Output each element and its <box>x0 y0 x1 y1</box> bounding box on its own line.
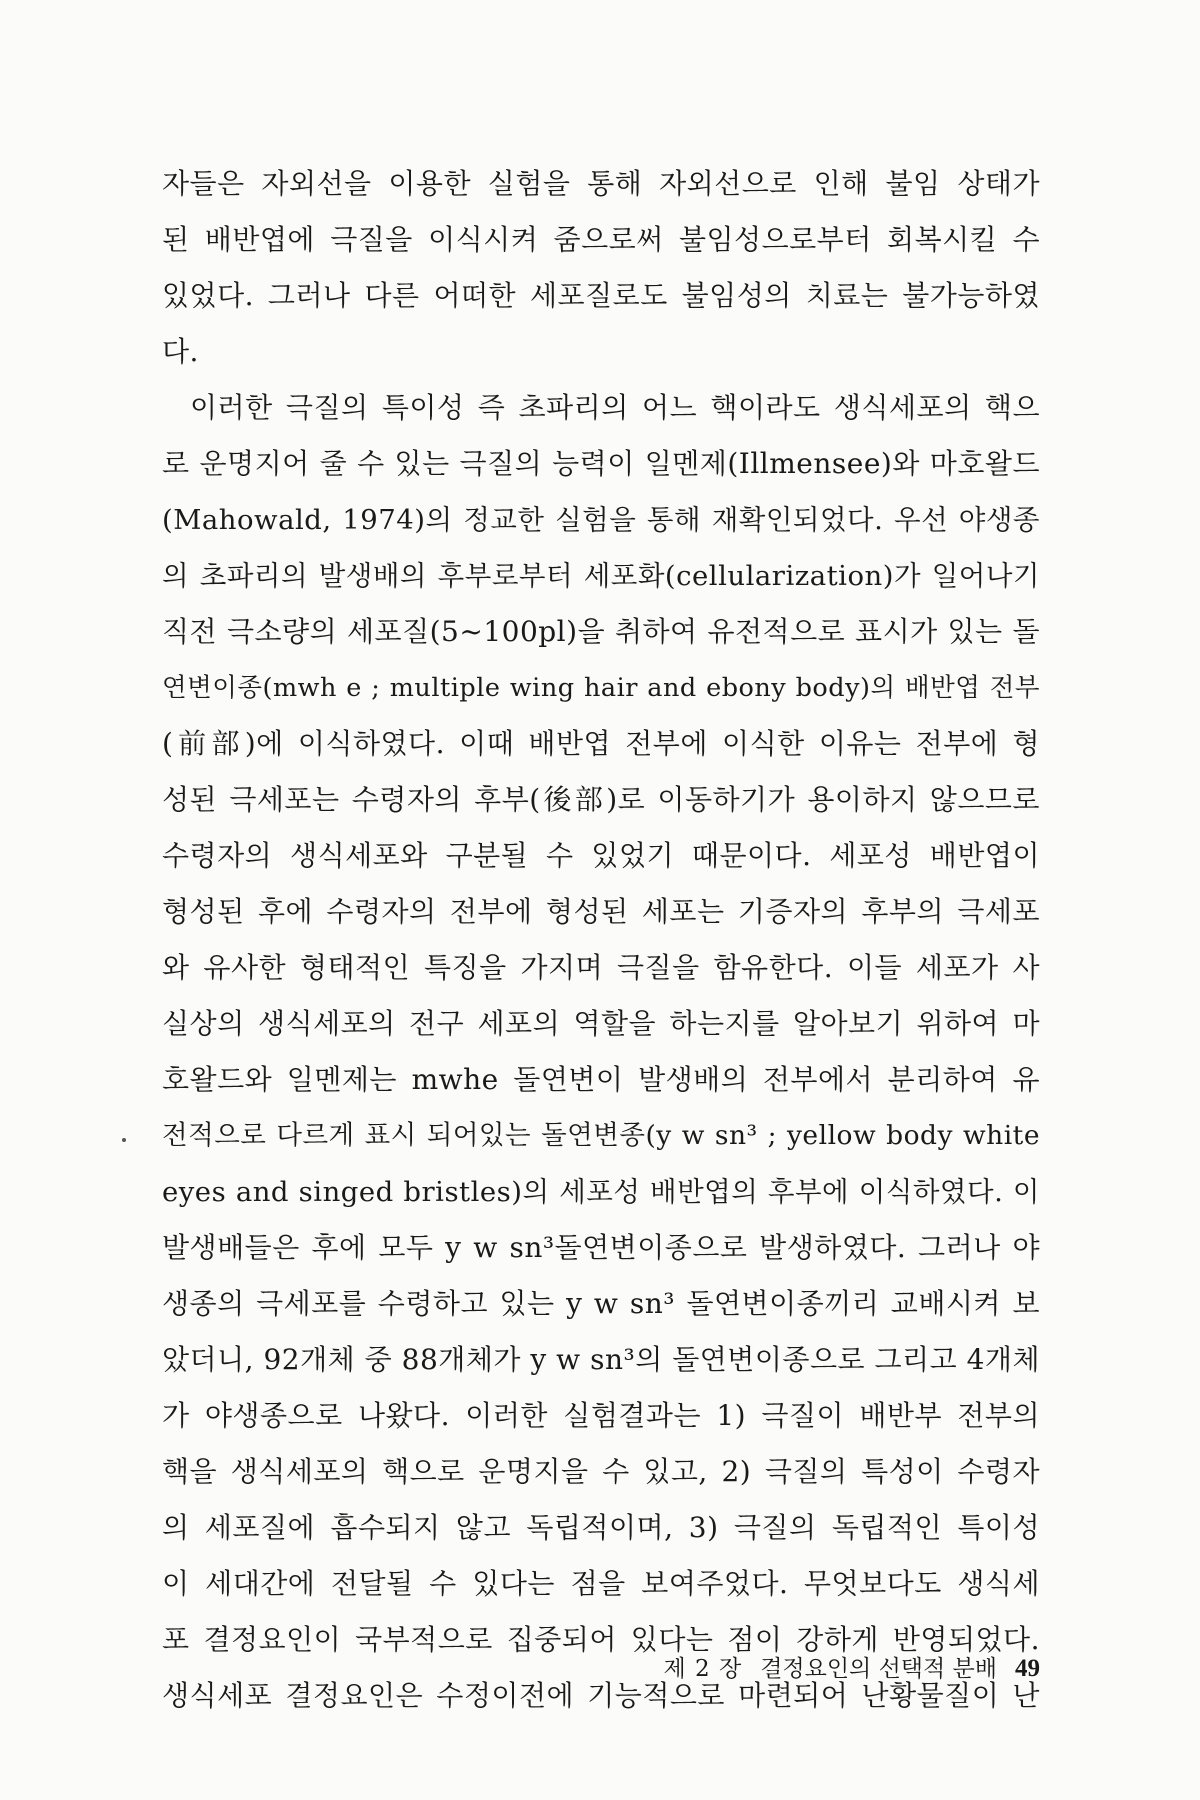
text-line: 성된 극세포는 수령자의 후부(後部)로 이동하기가 용이하지 않으므로 <box>162 783 1040 816</box>
text-line: (Mahowald, 1974)의 정교한 실험을 통해 재확인되었다. 우선 야생종 <box>162 504 1040 536</box>
text-line: 로 운명지어 줄 수 있는 극질의 능력이 일멘제(Illmensee)와 마호왈드 <box>162 447 1040 480</box>
text-line: 실상의 생식세포의 전구 세포의 역할을 하는지를 알아보기 위하여 마 <box>162 1007 1040 1040</box>
text-line: 생종의 극세포를 수령하고 있는 y w sn³ 돌연변이종끼리 교배시켜 보 <box>162 1287 1040 1320</box>
running-footer <box>600 1650 1040 1690</box>
scan-speck <box>122 1138 126 1142</box>
text-line: 의 초파리의 발생배의 후부로부터 세포화(cellularization)가 일어나기 <box>162 560 1040 592</box>
text-line: 포 결정요인이 국부적으로 집중되어 있다는 점이 강하게 반영되었다. <box>162 1623 1040 1656</box>
text-line: 전적으로 다르게 표시 되어있는 돌연변종(y w sn³ ; yellow body white <box>162 1120 1040 1151</box>
text-line: 수령자의 생식세포와 구분될 수 있었기 때문이다. 세포성 배반엽이 <box>162 839 1040 872</box>
chapter-title: 결정요인의 선택적 분배 <box>760 1656 997 1682</box>
text-line: 생식세포 결정요인은 수정이전에 기능적으로 마련되어 난황물질이 난 <box>162 1679 1040 1712</box>
text-line: 된 배반엽에 극질을 이식시켜 줌으로써 불임성으로부터 회복시킬 수 <box>162 223 1040 256</box>
text-line: 발생배들은 후에 모두 y w sn³돌연변이종으로 발생하였다. 그러나 야 <box>162 1231 1040 1264</box>
text-line: 자들은 자외선을 이용한 실험을 통해 자외선으로 인해 불임 상태가 <box>162 167 1040 200</box>
text-line: 연변이종(mwh e ; multiple wing hair and ebony body)의 배반엽 전부 <box>162 673 1040 703</box>
body-text <box>162 156 1040 1724</box>
text-line: 형성된 후에 수령자의 전부에 형성된 세포는 기증자의 후부의 극세포 <box>162 895 1040 928</box>
text-line: 이 세대간에 전달될 수 있다는 점을 보여주었다. 무엇보다도 생식세 <box>162 1567 1040 1600</box>
text-line: 와 유사한 형태적인 특징을 가지며 극질을 함유한다. 이들 세포가 사 <box>162 951 1040 984</box>
chapter-label: 제 2 장 <box>663 1656 743 1682</box>
text-line: (前部)에 이식하였다. 이때 배반엽 전부에 이식한 이유는 전부에 형 <box>162 727 1040 760</box>
text-line: 았더니, 92개체 중 88개체가 y w sn³의 돌연변이종으로 그리고 4개체 <box>162 1343 1040 1376</box>
text-line: 다. <box>162 335 199 368</box>
text-line: 의 세포질에 흡수되지 않고 독립적이며, 3) 극질의 독립적인 특이성 <box>162 1511 1040 1544</box>
text-line: 핵을 생식세포의 핵으로 운명지을 수 있고, 2) 극질의 특성이 수령자 <box>162 1455 1040 1488</box>
page-number: 49 <box>1015 1655 1040 1682</box>
text-line: eyes and singed bristles)의 세포성 배반엽의 후부에 이식하였다. 이 <box>162 1176 1040 1208</box>
text-line: 있었다. 그러나 다른 어떠한 세포질로도 불임성의 치료는 불가능하였 <box>162 279 1040 312</box>
text-line: 호왈드와 일멘제는 mwhe 돌연변이 발생배의 전부에서 분리하여 유 <box>162 1063 1040 1096</box>
text-line: 이러한 극질의 특이성 즉 초파리의 어느 핵이라도 생식세포의 핵으 <box>190 391 1040 424</box>
text-line: 가 야생종으로 나왔다. 이러한 실험결과는 1) 극질이 배반부 전부의 <box>162 1399 1040 1432</box>
text-line: 직전 극소량의 세포질(5~100pl)을 취하여 유전적으로 표시가 있는 돌 <box>162 615 1040 648</box>
